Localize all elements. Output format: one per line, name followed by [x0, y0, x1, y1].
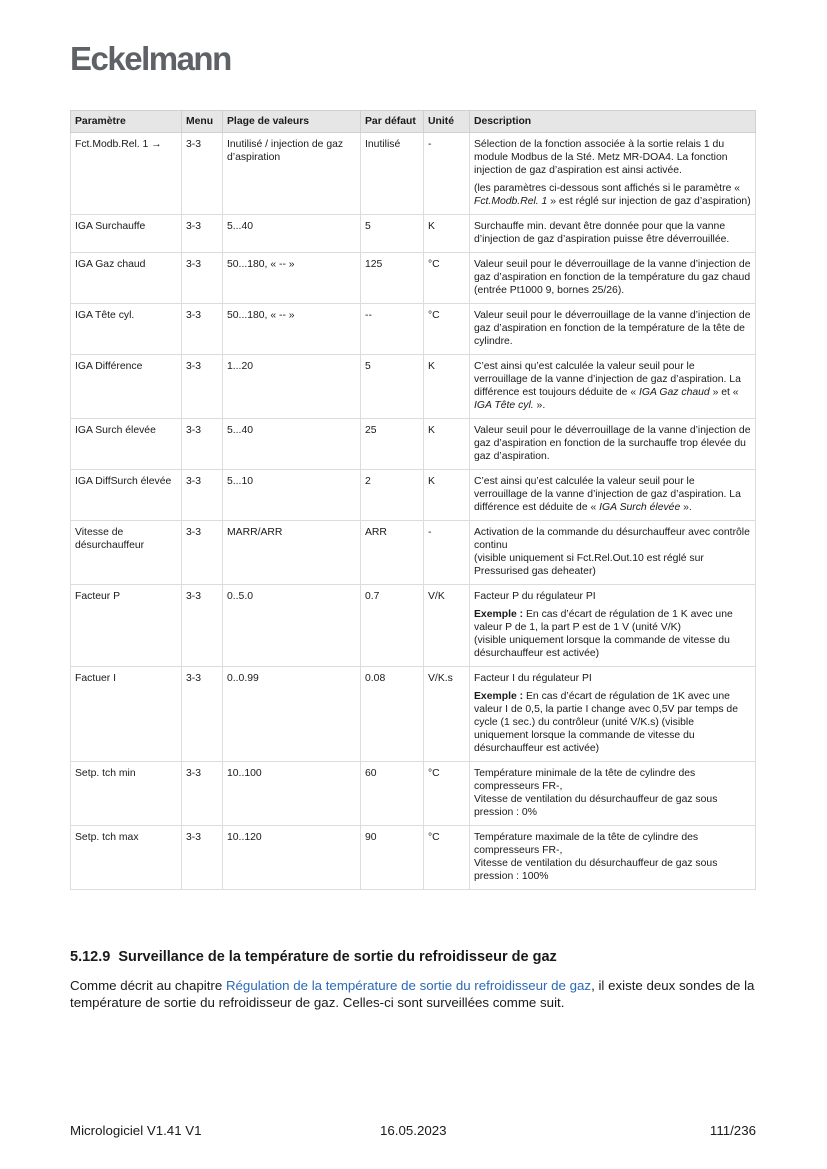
cell-menu: 3-3 [182, 419, 223, 470]
cell-description: Activation de la commande du désurchauffeur avec contrôle continu (visible uniquement si Fct.Rel.Out.10 est réglé sur Pressurised gas deheater) [470, 521, 756, 585]
cell-param: IGA Surch élevée [71, 419, 182, 470]
cell-description: Valeur seuil pour le déverrouillage de la vanne d’injection de gaz d’aspiration en fonction de la température de la tête de cylindre. [470, 304, 756, 355]
cell-range: 50...180, « -- » [223, 253, 361, 304]
cell-param: IGA Surchauffe [71, 215, 182, 253]
cell-range: 5...40 [223, 215, 361, 253]
cell-param: Fct.Modb.Rel. 1 → [71, 133, 182, 215]
cell-range: 5...40 [223, 419, 361, 470]
cell-unit: - [424, 133, 470, 215]
table-row [71, 304, 756, 355]
cell-description [470, 667, 756, 762]
cell-param: Setp. tch max [71, 826, 182, 890]
description-example: Exemple : En cas d’écart de régulation de 1 K avec une valeur P de 1, la part P est de 1 V (unité V/K) (visible uniquement lorsque la commande de vitesse du désurchauffeur est activée) [474, 609, 733, 659]
table-row [71, 133, 756, 215]
cell-unit: °C [424, 304, 470, 355]
cell-menu: 3-3 [182, 521, 223, 585]
description-note: (les paramètres ci-dessous sont affichés si le paramètre « Fct.Modb.Rel. 1 » est réglé sur injection de gaz d’aspiration) [474, 183, 751, 207]
eckelmann-logo: Eckelmann [70, 40, 231, 77]
cell-default: 5 [361, 215, 424, 253]
cell-description: Température minimale de la tête de cylindre des compresseurs FR-, Vitesse de ventilation du désurchauffeur de gaz sous pression : 0% [470, 762, 756, 826]
cell-menu: 3-3 [182, 585, 223, 667]
cell-param: IGA Différence [71, 355, 182, 419]
cell-description [470, 133, 756, 215]
header-parametre: Paramètre [71, 111, 182, 133]
cell-unit: K [424, 470, 470, 521]
cell-range: Inutilisé / injection de gaz d’aspiration [223, 133, 361, 215]
cell-menu: 3-3 [182, 470, 223, 521]
cell-menu: 3-3 [182, 253, 223, 304]
cell-default: 5 [361, 355, 424, 419]
cell-unit: °C [424, 762, 470, 826]
cell-default: 60 [361, 762, 424, 826]
cell-menu: 3-3 [182, 762, 223, 826]
cell-menu: 3-3 [182, 215, 223, 253]
cell-default: 0.08 [361, 667, 424, 762]
table-row [71, 215, 756, 253]
footer-page-number: 111/236 [709, 1123, 756, 1138]
header-plage: Plage de valeurs [223, 111, 361, 133]
cell-description [470, 585, 756, 667]
table-row [71, 667, 756, 762]
cell-unit: °C [424, 826, 470, 890]
cell-unit: V/K [424, 585, 470, 667]
cell-default: -- [361, 304, 424, 355]
cell-param: IGA Gaz chaud [71, 253, 182, 304]
header-unite: Unité [424, 111, 470, 133]
cell-default: ARR [361, 521, 424, 585]
description-text: Facteur P du régulateur PI [474, 591, 596, 602]
table-row [71, 470, 756, 521]
cell-param: Factuer I [71, 667, 182, 762]
description-text: Facteur I du régulateur PI [474, 673, 592, 684]
cell-description: C’est ainsi qu’est calculée la valeur seuil pour le verrouillage de la vanne d’injection de gaz d’aspiration. La différence est toujours déduite de « IGA Gaz chaud » et « IGA Tête cyl. ». [470, 355, 756, 419]
cell-unit: °C [424, 253, 470, 304]
header-description: Description [470, 111, 756, 133]
cell-default: 90 [361, 826, 424, 890]
table-row [71, 826, 756, 890]
cell-description: Surchauffe min. devant être donnée pour que la vanne d’injection de gaz d’aspiration puisse être déverrouillée. [470, 215, 756, 253]
cell-param: Facteur P [71, 585, 182, 667]
footer-firmware-version: Micrologiciel V1.41 V1 [70, 1123, 202, 1138]
cell-menu: 3-3 [182, 355, 223, 419]
cell-range: 0..0.99 [223, 667, 361, 762]
cell-range: 10..120 [223, 826, 361, 890]
cell-default: 25 [361, 419, 424, 470]
table-row [71, 762, 756, 826]
cell-range: 5...10 [223, 470, 361, 521]
cell-param: Setp. tch min [71, 762, 182, 826]
cell-menu: 3-3 [182, 826, 223, 890]
cell-unit: V/K.s [424, 667, 470, 762]
cell-param: Vitesse de désurchauffeur [71, 521, 182, 585]
cell-default: Inutilisé [361, 133, 424, 215]
chapter-link[interactable]: Régulation de la température de sortie du refroidisseur de gaz [225, 978, 592, 993]
cell-range: 50...180, « -- » [223, 304, 361, 355]
table-row [71, 253, 756, 304]
cell-unit: K [424, 419, 470, 470]
cell-range: 10..100 [223, 762, 361, 826]
cell-description: C’est ainsi qu’est calculée la valeur seuil pour le verrouillage de la vanne d’injection de gaz d’aspiration. La différence est déduite de « IGA Surch élevée ». [470, 470, 756, 521]
cell-param: IGA Tête cyl. [71, 304, 182, 355]
cell-description: Température maximale de la tête de cylindre des compresseurs FR-, Vitesse de ventilation du désurchauffeur de gaz sous pression : 100% [470, 826, 756, 890]
description-text: Sélection de la fonction associée à la sortie relais 1 du module Modbus de la Sté. Metz MR-DOA4. La fonction injection de gaz d’aspiration est ainsi activée. [474, 139, 728, 176]
cell-unit: K [424, 355, 470, 419]
footer-date: 16.05.2023 [380, 1123, 447, 1138]
table-row [71, 355, 756, 419]
cell-param: IGA DiffSurch élevée [71, 470, 182, 521]
header-defaut: Par défaut [361, 111, 424, 133]
cell-range: MARR/ARR [223, 521, 361, 585]
cell-menu: 3-3 [182, 667, 223, 762]
cell-range: 1...20 [223, 355, 361, 419]
section-paragraph: Comme décrit au chapitre Régulation de la température de sortie du refroidisseur de gaz, il existe deux sondes de la température de sortie du refroidisseur de gaz. Celles-ci sont surveillées comme suit. [70, 978, 755, 1010]
cell-description: Valeur seuil pour le déverrouillage de la vanne d’injection de gaz d’aspiration en fonction de la température du gaz chaud (entrée Pt1000 9, bornes 25/26). [470, 253, 756, 304]
parameter-table [70, 110, 756, 890]
header-menu: Menu [182, 111, 223, 133]
cell-menu: 3-3 [182, 133, 223, 215]
cell-range: 0..5.0 [223, 585, 361, 667]
cell-menu: 3-3 [182, 304, 223, 355]
cell-unit: K [424, 215, 470, 253]
description-example: Exemple : En cas d’écart de régulation de 1K avec une valeur I de 0,5, la partie I change avec 0,5V par temps de cycle (1 sec.) du contrôleur (unité V/K.s) (visible uniquement lorsque la commande de vitesse du désurchauffeur est activée) [474, 691, 738, 754]
cell-description: Valeur seuil pour le déverrouillage de la vanne d’injection de gaz d’aspiration en fonction de la surchauffe trop élevée du gaz d’aspiration. [470, 419, 756, 470]
cell-default: 0.7 [361, 585, 424, 667]
table-header-row [71, 111, 756, 133]
cell-default: 2 [361, 470, 424, 521]
table-row [71, 419, 756, 470]
cell-default: 125 [361, 253, 424, 304]
section-heading: 5.12.9 Surveillance de la température de sortie du refroidisseur de gaz [70, 949, 557, 965]
table-row [71, 585, 756, 667]
cell-unit: - [424, 521, 470, 585]
table-row [71, 521, 756, 585]
